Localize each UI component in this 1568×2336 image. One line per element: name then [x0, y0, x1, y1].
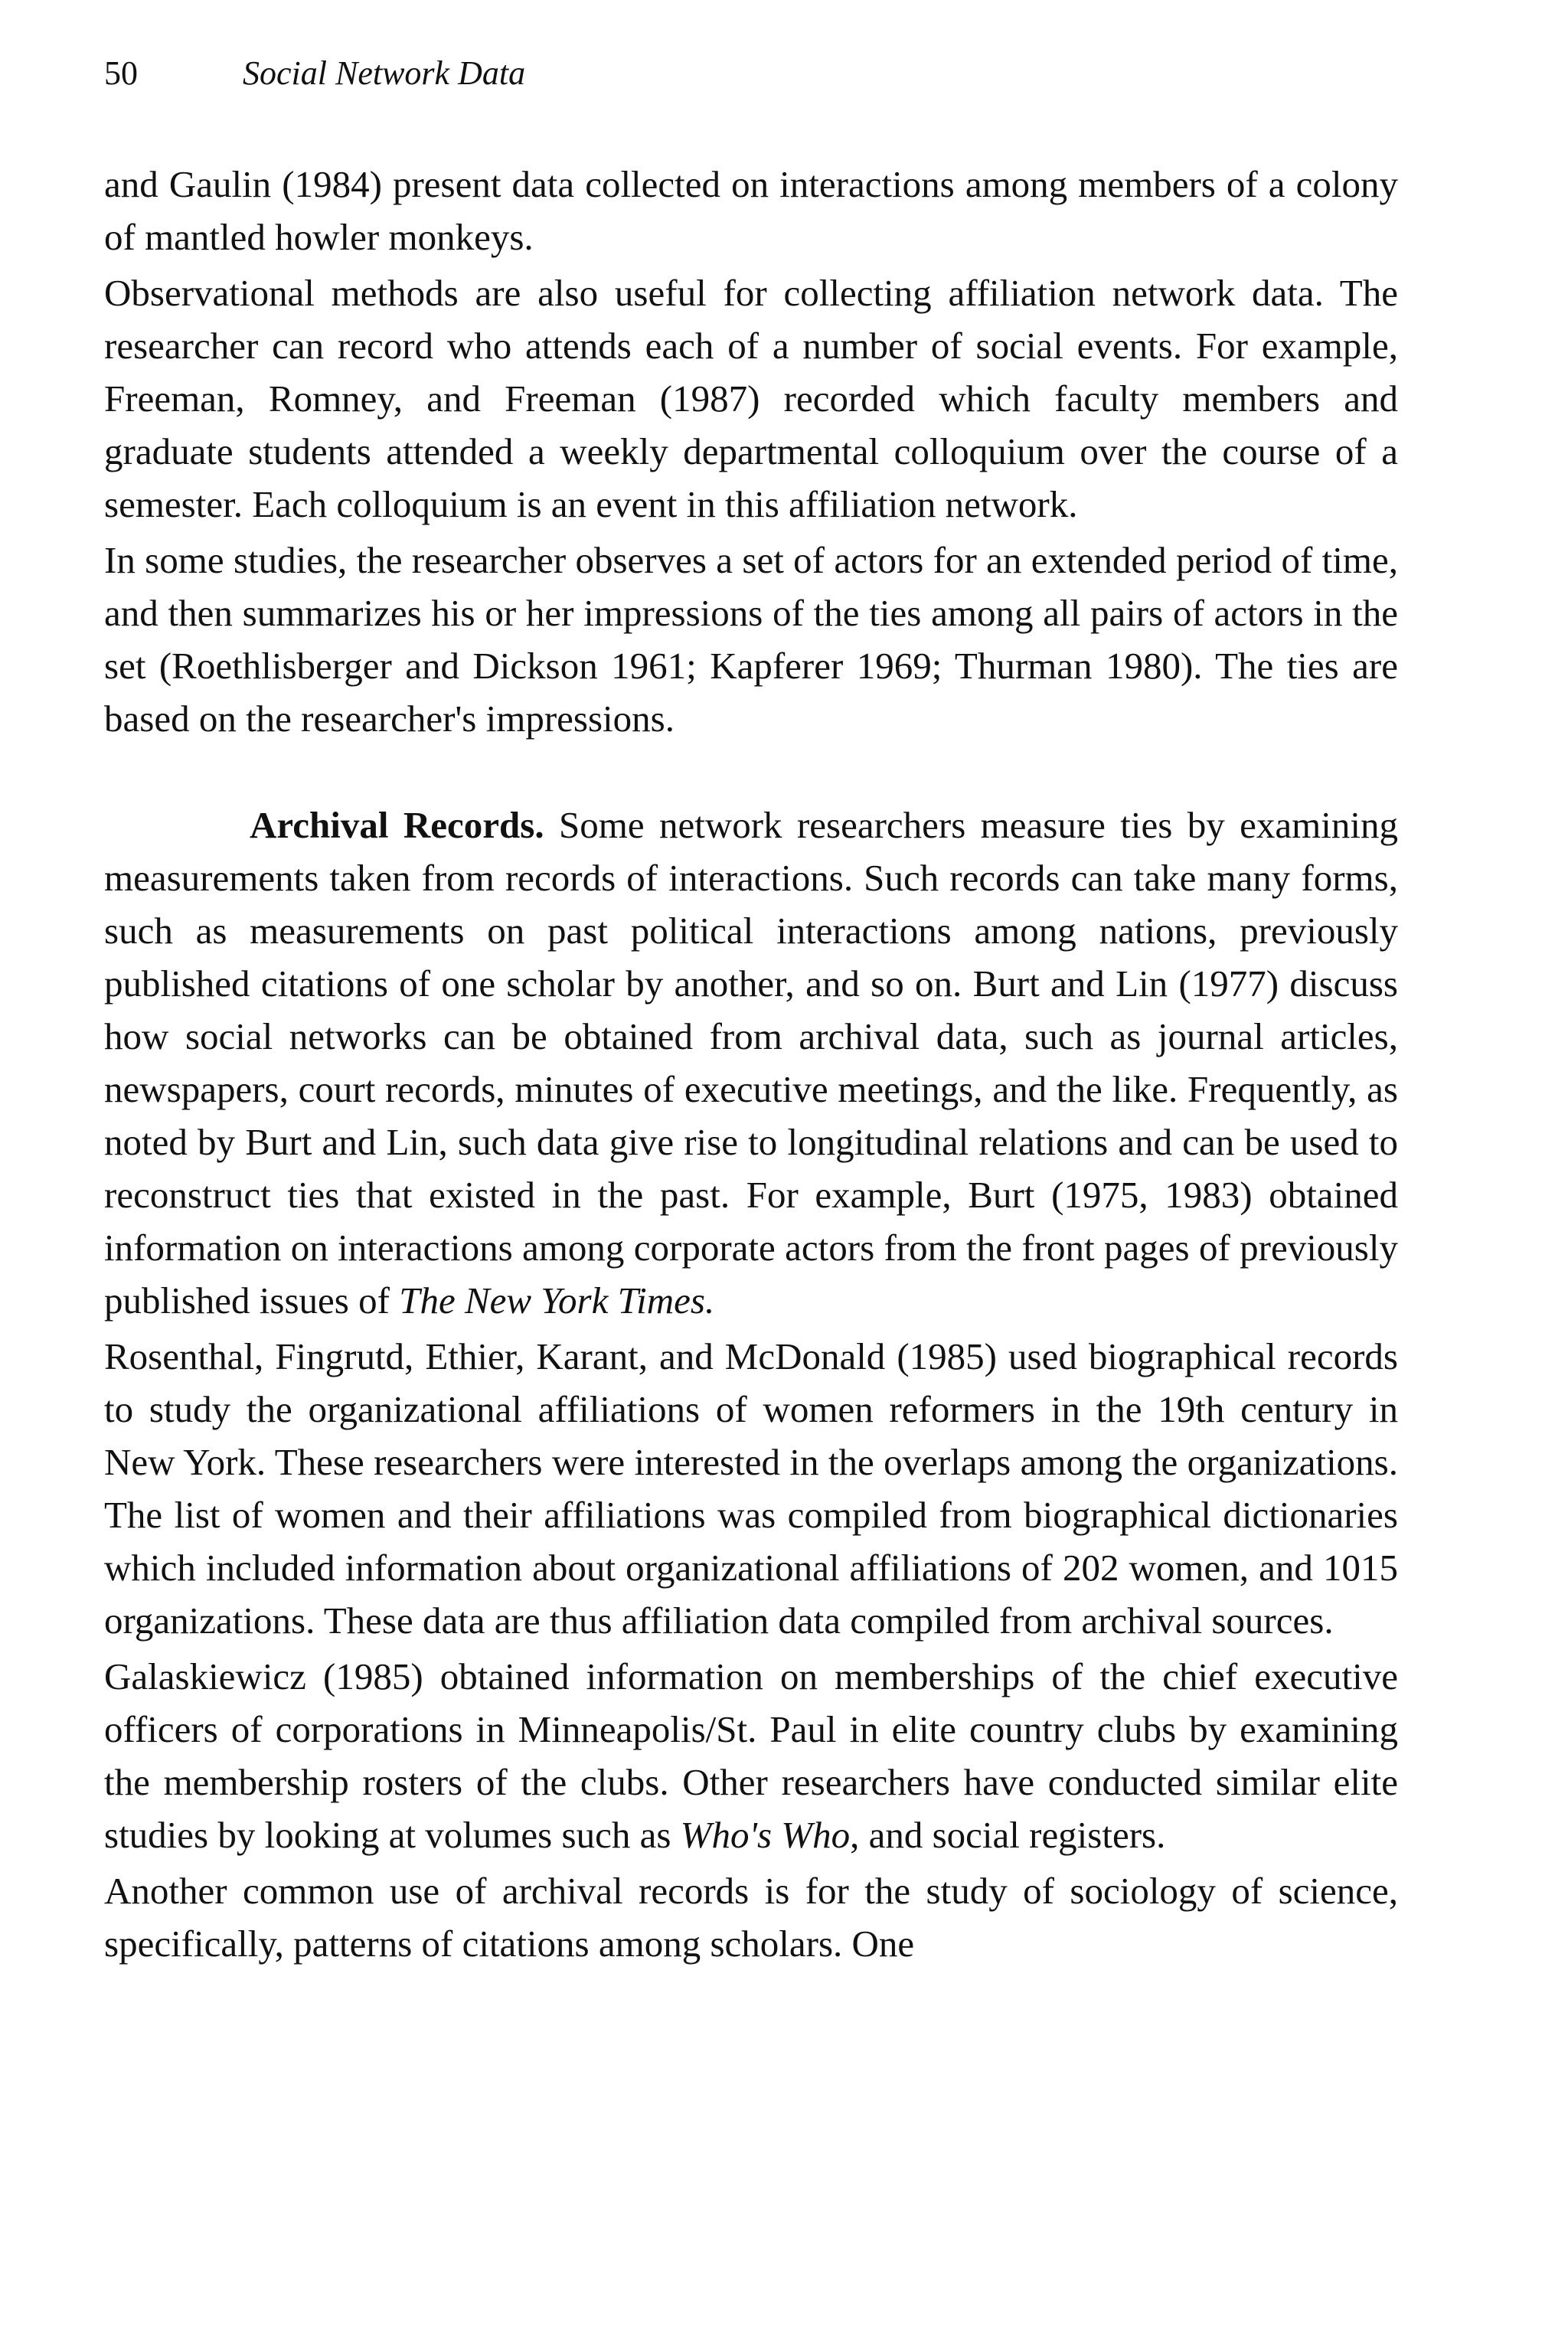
- archival-records-text: Some network researchers measure ties by examining measurements taken from records of interactions. Such records can take many forms, such as measurements on past political interactions among nations, previously published citations of one scholar by another, and so on. Burt and Lin (1977) discuss how social networks can be obtained from archival data, such as journal articles, newspapers, court records, minutes of executive meetings, and the like. Frequently, as noted by Burt and Lin, such data give rise to longitudinal relations and can be used to reconstruct ties that existed in the past. For example, Burt (1975, 1983) obtained information on interactions among corporate actors from the front pages of previously published issues of: [104, 804, 1398, 1322]
- reference-volume-title: Who's Who: [680, 1814, 851, 1856]
- paragraph-researcher-impressions: In some studies, the researcher observes a set of actors for an extended period of time, and then summarizes his or her impressions of the ties among all pairs of actors in the set (Roethlisberger and Dickson 1961; Kapferer 1969; Thurman 1980). The ties are based on the researcher's impressions.: [104, 539, 1398, 740]
- running-head: [104, 43, 1398, 104]
- paragraph-archival-records: [104, 799, 1398, 1327]
- paragraph-continuation: and Gaulin (1984) present data collected on interactions among members of a colony of mantled howler monkeys.: [104, 163, 1398, 258]
- paragraph-observational-methods: Observational methods are also useful for collecting affiliation network data. The researcher can record who attends each of a number of social events. For example, Freeman, Romney, and Freeman (1987) recorded which faculty members and graduate students attended a weekly departmental colloquium over the course of a semester. Each colloquium is an event in this affiliation network.: [104, 272, 1398, 525]
- newspaper-title: The New York Times.: [399, 1279, 715, 1322]
- page-number: 50: [104, 54, 138, 92]
- paragraph-biographical-records: Rosenthal, Fingrutd, Ethier, Karant, and McDonald (1985) used biographical records to study the organizational affiliations of women reformers in the 19th century in New York. These researchers were interested in the overlaps among the organizations. The list of women and their affiliations was compiled from biographical dictionaries which included information about organizational affiliations of 202 women, and 1015 organizations. These data are thus affiliation data compiled from archival sources.: [104, 1335, 1398, 1642]
- paragraph-elite-studies: [104, 1650, 1398, 1861]
- elite-studies-text-after: , and social registers.: [850, 1814, 1166, 1856]
- body-text: [104, 158, 1398, 1970]
- book-page: [104, 43, 1398, 1973]
- paragraph-citation-studies: Another common use of archival records is for the study of sociology of science, specifically, patterns of citations among scholars. One: [104, 1870, 1398, 1965]
- elite-studies-text: Galaskiewicz (1985) obtained information on memberships of the chief executive officers of corporations in Minneapolis/St. Paul in elite country clubs by examining the membership rosters of the clubs. Other researchers have conducted similar elite studies by looking at volumes such as: [104, 1655, 1398, 1856]
- section-heading-archival-records: Archival Records.: [250, 804, 544, 846]
- running-title: Social Network Data: [243, 54, 526, 92]
